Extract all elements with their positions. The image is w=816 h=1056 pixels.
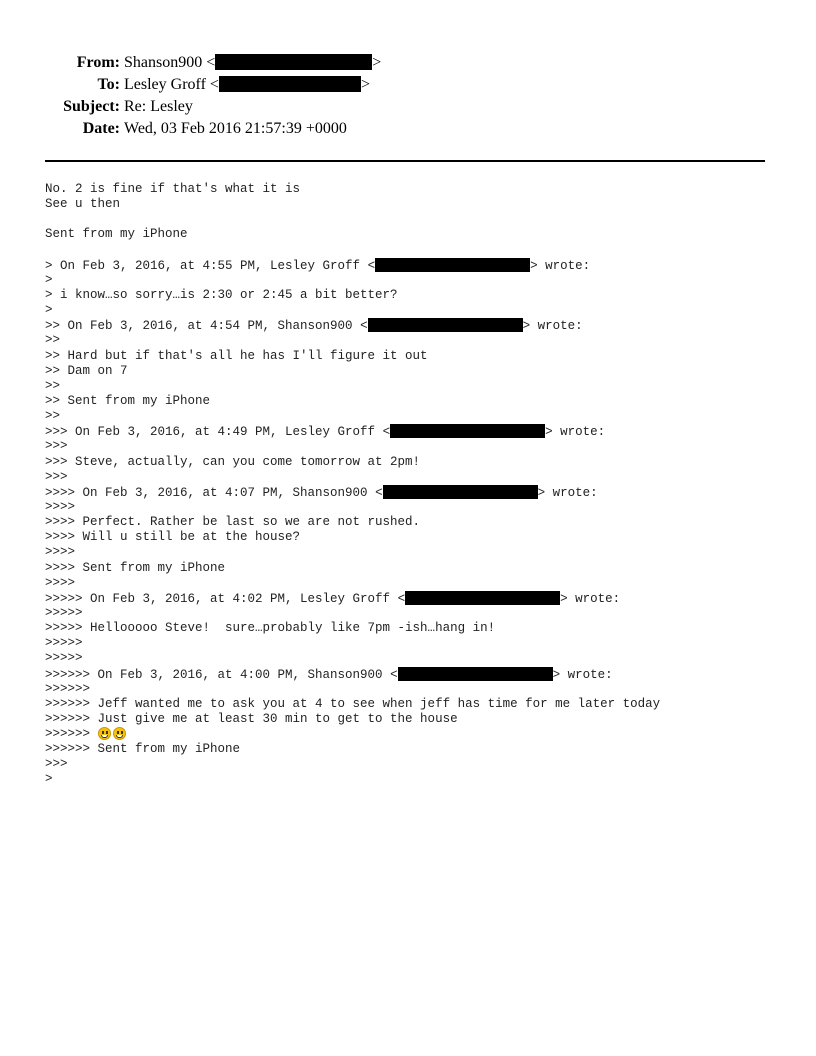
quote-line: >>> bbox=[45, 439, 68, 454]
quote-header-text: >>>>> On Feb 3, 2016, at 4:02 PM, Lesley Groff bbox=[45, 591, 391, 606]
email-header bbox=[0, 52, 520, 140]
quote-line: > bbox=[45, 303, 53, 318]
redacted-email bbox=[405, 591, 560, 605]
blank-line bbox=[45, 243, 785, 258]
quote-header-text: > On Feb 3, 2016, at 4:55 PM, Lesley Groff bbox=[45, 258, 361, 273]
redacted-email bbox=[390, 424, 545, 438]
subject-row bbox=[0, 96, 520, 118]
quote-line: >>>>> Hellooooo Steve! sure…probably like 7pm -ish…hang in! bbox=[45, 621, 496, 636]
quote-line: >>>> Perfect. Rather be last so we are not rushed. bbox=[45, 515, 421, 530]
header-divider bbox=[45, 160, 765, 162]
emoji-line bbox=[45, 727, 785, 742]
quote-line: >>> bbox=[45, 757, 68, 772]
quote-marker: >>>>>> bbox=[45, 727, 91, 742]
signature-line: Sent from my iPhone bbox=[45, 227, 188, 242]
quote-line: >> Sent from my iPhone bbox=[45, 393, 211, 408]
wrote-text: wrote: bbox=[537, 319, 583, 334]
quote-header-text: >> On Feb 3, 2016, at 4:54 PM, Shanson900 bbox=[45, 319, 353, 334]
quote-line: >>>> bbox=[45, 575, 76, 590]
quote-line: >>>>> bbox=[45, 636, 83, 651]
quote-line: >> bbox=[45, 333, 61, 348]
quote-line: >>>> bbox=[45, 499, 76, 514]
redacted-email bbox=[215, 54, 372, 70]
quote-line: >>>> Sent from my iPhone bbox=[45, 560, 226, 575]
to-row: To: Lesley Groff < > bbox=[0, 74, 520, 96]
wrote-text: wrote: bbox=[567, 667, 613, 682]
quote-header-text: >>>>>> On Feb 3, 2016, at 4:00 PM, Shanson900 bbox=[45, 667, 383, 682]
date-row bbox=[0, 118, 520, 140]
quote-header-line: >> On Feb 3, 2016, at 4:54 PM, Shanson900 < > wrote: bbox=[45, 319, 583, 334]
from-name: Shanson900 bbox=[124, 54, 203, 71]
quote-line: >> bbox=[45, 378, 61, 393]
date-label: Date: bbox=[82, 120, 120, 137]
from-row: From: Shanson900 < > bbox=[0, 52, 520, 74]
redacted-email bbox=[375, 258, 530, 272]
grinning-face-icon bbox=[98, 727, 111, 740]
quote-line: > bbox=[45, 272, 53, 287]
quote-header-text: >>>> On Feb 3, 2016, at 4:07 PM, Shanson900 bbox=[45, 485, 368, 500]
quote-header-text: >>> On Feb 3, 2016, at 4:49 PM, Lesley Groff bbox=[45, 425, 376, 440]
redacted-email bbox=[219, 76, 361, 92]
quote-header-line: >>> On Feb 3, 2016, at 4:49 PM, Lesley Groff < > wrote: bbox=[45, 425, 606, 440]
quote-header-line: >>>> On Feb 3, 2016, at 4:07 PM, Shanson900 < > wrote: bbox=[45, 485, 598, 500]
quote-header-line: >>>>>> On Feb 3, 2016, at 4:00 PM, Shanson900 < > wrote: bbox=[45, 667, 613, 682]
subject-value: Re: Lesley bbox=[124, 98, 193, 115]
wrote-text: wrote: bbox=[560, 425, 606, 440]
redacted-email bbox=[383, 485, 538, 499]
quote-line: >> Hard but if that's all he has I'll figure it out bbox=[45, 348, 428, 363]
quote-line: >>> Steve, actually, can you come tomorrow at 2pm! bbox=[45, 454, 421, 469]
quote-line: >> bbox=[45, 409, 61, 424]
to-name: Lesley Groff bbox=[124, 76, 206, 93]
from-label: From: bbox=[76, 54, 120, 71]
wrote-text: wrote: bbox=[575, 591, 621, 606]
quote-header-line: >>>>> On Feb 3, 2016, at 4:02 PM, Lesley Groff < > wrote: bbox=[45, 591, 621, 606]
quote-line: > i know…so sorry…is 2:30 or 2:45 a bit better? bbox=[45, 287, 398, 302]
redacted-email bbox=[398, 667, 553, 681]
date-value: Wed, 03 Feb 2016 21:57:39 +0000 bbox=[124, 120, 347, 137]
wrote-text: wrote: bbox=[545, 258, 591, 273]
body-line: See u then bbox=[45, 197, 121, 212]
quote-line: >>>>>> Sent from my iPhone bbox=[45, 742, 241, 757]
quote-line: >>>> Will u still be at the house? bbox=[45, 530, 301, 545]
redacted-email bbox=[368, 318, 523, 332]
body-line: No. 2 is fine if that's what it is bbox=[45, 182, 301, 196]
quote-line: >>>>> bbox=[45, 651, 83, 666]
quote-line: >>>>>> bbox=[45, 681, 91, 696]
wrote-text: wrote: bbox=[552, 485, 598, 500]
quote-header-line: > On Feb 3, 2016, at 4:55 PM, Lesley Groff < > wrote: bbox=[45, 258, 591, 273]
quote-line: >>>>> bbox=[45, 605, 83, 620]
to-label: To: bbox=[97, 76, 120, 93]
quote-line: >>>>>> Just give me at least 30 min to get to the house bbox=[45, 711, 458, 726]
quote-line: >>>> bbox=[45, 545, 76, 560]
quote-line: >> Dam on 7 bbox=[45, 363, 128, 378]
quote-line: >>>>>> Jeff wanted me to ask you at 4 to see when jeff has time for me later today bbox=[45, 696, 661, 711]
quote-line: > bbox=[45, 772, 53, 787]
blank-line bbox=[45, 212, 785, 227]
quote-line: >>> bbox=[45, 469, 68, 484]
message-body bbox=[45, 182, 785, 788]
subject-label: Subject: bbox=[63, 98, 120, 115]
grinning-face-icon bbox=[113, 727, 126, 740]
